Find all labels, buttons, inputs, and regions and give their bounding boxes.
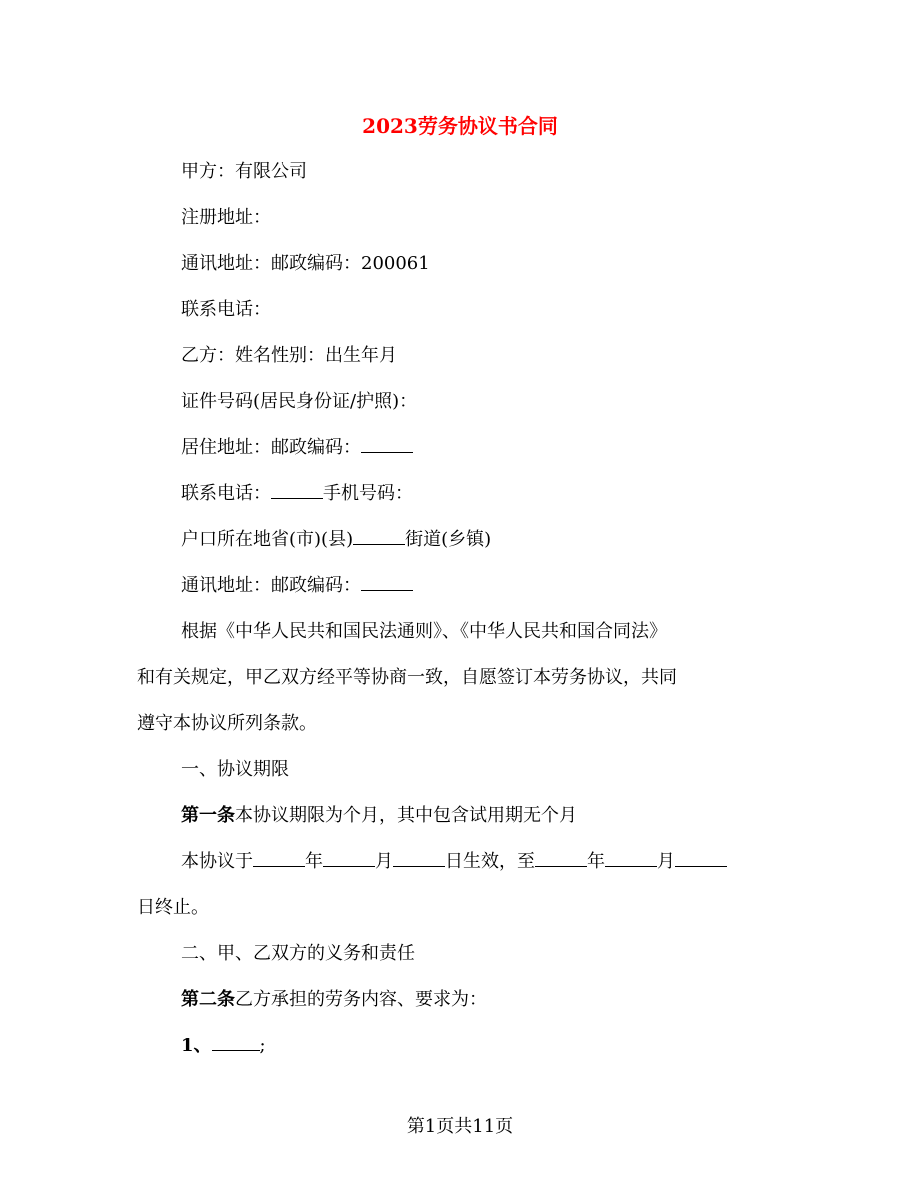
basis-paragraph-line1: 根据《中华人民共和国民法通则》、《中华人民共和国合同法》 xyxy=(181,621,667,642)
residence-line xyxy=(181,436,413,460)
start-year-blank xyxy=(253,850,305,867)
article-2 xyxy=(181,988,487,1012)
document-title: 2023劳务协议书合同 xyxy=(362,114,558,138)
end-year-blank xyxy=(535,850,587,867)
party-b-line: 乙方：姓名性别：出生年月 xyxy=(181,345,397,366)
end-month-blank xyxy=(605,850,657,867)
item-1-blank xyxy=(212,1034,260,1051)
term-start-label: 本协议于 xyxy=(181,851,253,872)
start-day-blank xyxy=(393,850,445,867)
start-month-blank xyxy=(323,850,375,867)
mobile-label: 手机号码： xyxy=(323,483,413,504)
effective-label: 日生效，至 xyxy=(445,851,535,872)
item-1-end: ; xyxy=(259,1035,266,1056)
item-1-number: 1、 xyxy=(181,1035,212,1056)
term-line xyxy=(181,850,727,874)
mail-postcode-blank xyxy=(361,574,413,591)
page-footer: 第1页共11页 xyxy=(406,1116,514,1137)
hukou-blank xyxy=(353,528,405,545)
section-2-heading: 二、甲、乙双方的义务和责任 xyxy=(181,943,415,964)
section-1-heading: 一、协议期限 xyxy=(181,759,289,780)
month-label-2: 月 xyxy=(657,851,675,872)
item-1 xyxy=(181,1034,266,1058)
basis-paragraph-line2: 和有关规定，甲乙双方经平等协商一致，自愿签订本劳务协议，共同 xyxy=(137,667,677,688)
phone-b-line xyxy=(181,482,413,506)
hukou-prefix: 户口所在地省(市)(县) xyxy=(181,529,354,550)
mail-address-a-line: 通讯地址：邮政编码：200061 xyxy=(181,253,430,274)
registered-address-line: 注册地址： xyxy=(181,207,271,228)
phone-b-blank xyxy=(271,482,323,499)
term-end-line: 日终止。 xyxy=(137,897,209,918)
article-2-label: 第二条 xyxy=(181,989,235,1010)
year-label-2: 年 xyxy=(587,851,605,872)
year-label-1: 年 xyxy=(305,851,323,872)
phone-b-label: 联系电话： xyxy=(181,483,271,504)
article-1 xyxy=(181,804,577,828)
article-1-text: 本协议期限为个月，其中包含试用期无个月 xyxy=(235,805,577,826)
id-number-line: 证件号码(居民身份证/护照)： xyxy=(181,391,418,412)
article-1-label: 第一条 xyxy=(181,805,235,826)
residence-postcode-blank xyxy=(361,436,413,453)
month-label-1: 月 xyxy=(375,851,393,872)
end-day-blank xyxy=(675,850,727,867)
hukou-line xyxy=(181,528,491,552)
mail-address-b-label: 通讯地址：邮政编码： xyxy=(181,575,361,596)
party-a-line: 甲方：有限公司 xyxy=(181,161,307,182)
phone-a-line: 联系电话： xyxy=(181,299,271,320)
hukou-suffix: 街道(乡镇) xyxy=(405,529,492,550)
basis-paragraph-line3: 遵守本协议所列条款。 xyxy=(137,713,317,734)
mail-address-b-line xyxy=(181,574,413,598)
article-2-text: 乙方承担的劳务内容、要求为： xyxy=(235,989,487,1010)
residence-label: 居住地址：邮政编码： xyxy=(181,437,361,458)
